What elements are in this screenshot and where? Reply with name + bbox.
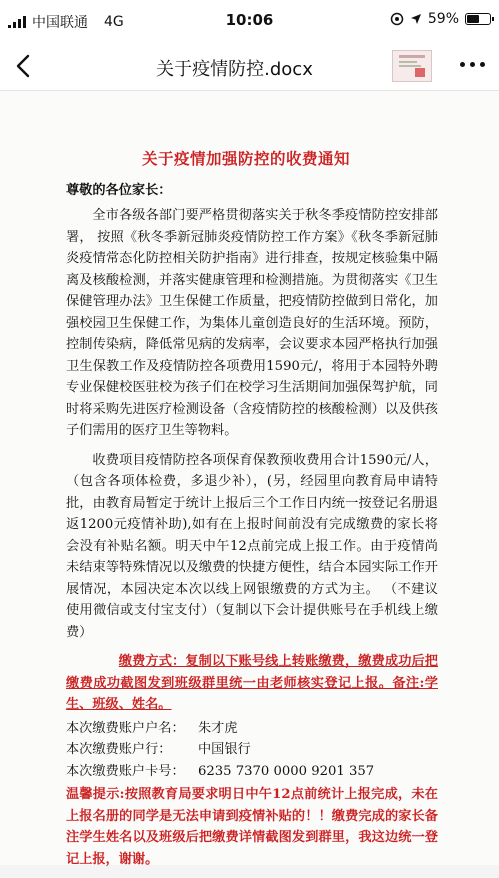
status-right xyxy=(390,11,491,27)
account-name-label: 本次缴费账户户名： xyxy=(66,720,185,736)
account-bank-value: 中国银行 xyxy=(198,742,251,757)
notice-heading: 关于疫情加强防控的收费通知 xyxy=(141,149,350,168)
account-number-label: 本次缴费账户卡号： xyxy=(66,763,185,779)
account-name-row xyxy=(66,718,438,740)
chevron-left-icon[interactable] xyxy=(8,50,40,82)
thumbnail-image-icon xyxy=(393,51,431,81)
nav-bar xyxy=(0,42,499,91)
status-bar xyxy=(0,0,499,42)
account-number-value: 6235 7370 0000 9201 357 xyxy=(198,763,375,779)
paragraph-fees: 收费项目疫情防控各项保育保教预收费用合计1590元/人，（包含各项体检费，多退少补），(另，经园里向教育局申请特批，由教育局暂定于统计上报后三个工作日内统一按登记名册退返1200元疫情补助),如有在上报时间前没有完成缴费的家长将会没有补贴名额。明天中午12点前完成上报工作。由于疫情尚未结束等特殊情况以及缴费的快捷方便性，结合本园实际工作开展情况，本园决定本次以线上网银缴费的方式为主。 （不建议使用微信或支付宝支付）（复制以下会计提供账号在手机线上缴费） xyxy=(66,452,438,640)
battery-icon xyxy=(465,13,491,25)
battery-fill xyxy=(467,15,479,23)
document-thumbnail[interactable] xyxy=(392,50,432,82)
document-page xyxy=(0,91,499,865)
alarm-icon xyxy=(390,12,404,26)
account-bank-label: 本次缴费账户行： xyxy=(66,742,172,757)
paragraph-policy: 全市各级各部门要严格贯彻落实关于秋冬季疫情防控安排部署， 按照《秋冬季新冠肺炎疫情防控工作方案》《秋冬季新冠肺炎疫情常态化防控相关防护指南》进行排查，按规定核验集中隔离及核酸检测，并落实健康管理和检测措施。为贯彻落实《卫生保健管理办法》卫生保健工作质量，把疫情防控做到日常化，加强校园卫生保健工作，为集体儿童创造良好的生活环境。预防，控制传染病，降低常见病的发病率，会议要求本园严格执行加强卫生保教工作及疫情防控各项费用1590元/，将用于本园特外聘专业保健校医驻校为孩子们在校学习生活期间加强保驾护航，同时将采购先进医疗检测设备（含疫情防控的核酸检测）以及供孩子们需用的医疗卫生等物料。 xyxy=(66,208,438,438)
reminder-note: 温馨提示:按照教育局要求明日中午12点前统计上报完成，未在上报名册的同学是无法申请到疫情补贴的！！缴费完成的家长备注学生姓名以及班级后把缴费详情截图发到群里，我这边统一登记上报，谢谢。 xyxy=(66,787,438,867)
battery-percent: 59% xyxy=(427,11,459,27)
file-title: 关于疫情防控.docx xyxy=(156,59,313,80)
location-arrow-icon xyxy=(410,13,422,25)
account-bank-row xyxy=(66,739,438,761)
clock: 10:06 xyxy=(225,11,274,29)
salutation: 尊敬的各位家长： xyxy=(66,182,172,198)
document-body xyxy=(66,148,438,878)
carrier-name: 中国联通 xyxy=(32,15,88,31)
account-number-row xyxy=(66,761,438,783)
network-type: 4G xyxy=(104,14,124,30)
payment-method: 缴费方式：复制以下账号线上转账缴费，缴费成功后把缴费成功截图发到班级群里统一由老师核实登记上报。备注:学生、班级、姓名。 xyxy=(66,654,438,712)
more-dots-icon[interactable] xyxy=(460,62,485,67)
account-name-value: 朱才虎 xyxy=(198,720,238,736)
